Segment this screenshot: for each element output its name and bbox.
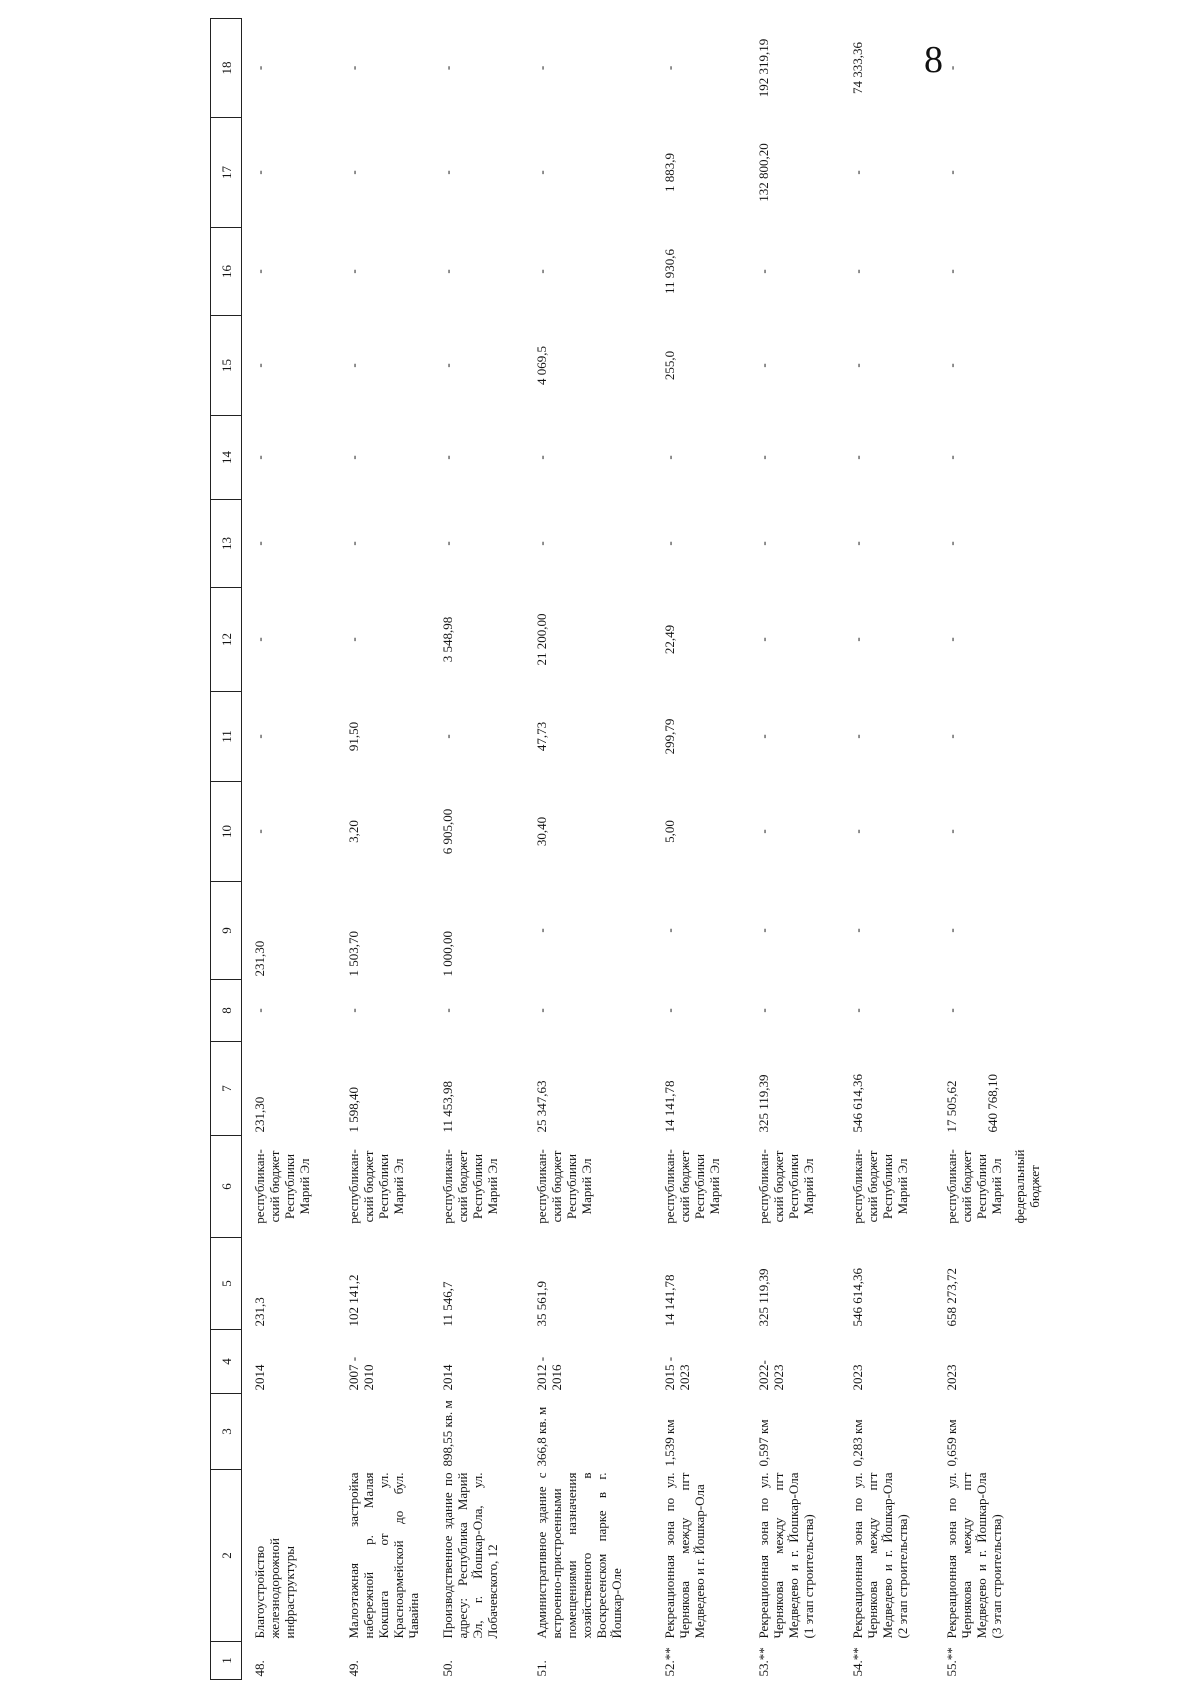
value-col-11: - bbox=[756, 734, 771, 739]
value-col-17: 132 800,20 bbox=[756, 143, 771, 202]
value-col-16: - bbox=[534, 269, 549, 274]
funding-source-text: республикан-ский бюджет Республики Марий Эл bbox=[440, 1149, 500, 1224]
table-row bbox=[336, 19, 430, 1680]
funding-source bbox=[524, 1136, 652, 1238]
col-header-18: 18 bbox=[211, 19, 242, 118]
estimated-cost: 11 546,7 bbox=[440, 1281, 455, 1327]
value-col-9: - bbox=[662, 928, 677, 933]
years: 2007 - 2010 bbox=[346, 1356, 376, 1391]
value-col-7: 231,30 bbox=[252, 1096, 267, 1133]
value-col-14: - bbox=[440, 455, 455, 460]
funding-source-text: республикан-ский бюджет Республики Марий Эл bbox=[252, 1149, 312, 1224]
value-col-14: - bbox=[944, 455, 959, 460]
row-number: 51. bbox=[534, 1660, 549, 1677]
value-col-9: - bbox=[756, 928, 771, 933]
value-col-13: - bbox=[252, 541, 267, 546]
funding-source-text: республикан-ский бюджет Республики Марий Эл bbox=[756, 1149, 816, 1224]
value-col-12: 3 548,98 bbox=[440, 616, 455, 663]
value-col-9: 1 000,00 bbox=[440, 931, 455, 977]
row-number: 49. bbox=[346, 1660, 361, 1677]
value-col-12: - bbox=[756, 637, 771, 642]
years: 2012 - 2016 bbox=[534, 1356, 564, 1391]
federal-source-text: федеральный бюджет bbox=[1012, 1149, 1042, 1224]
value-col-11: 47,73 bbox=[534, 721, 549, 752]
col-header-13: 13 bbox=[211, 500, 242, 588]
value-col-14: - bbox=[252, 455, 267, 460]
value-col-14: - bbox=[346, 455, 361, 460]
object-name: Рекреационная зона по ул. Чернякова между пгт Медведево и г. Йошкар-Ола bbox=[662, 1472, 707, 1639]
value-col-15: 255,0 bbox=[662, 350, 677, 381]
col-header-9: 9 bbox=[211, 882, 242, 980]
estimated-cost: 35 561,9 bbox=[534, 1281, 549, 1327]
estimated-cost: 231,3 bbox=[252, 1297, 267, 1327]
value-col-17: - bbox=[534, 170, 549, 175]
object-name: Административное здание с встроенно-пристроенными помещениями назначения хозяйственного в Воскресенском парке в г. Йошкар-Оле bbox=[534, 1472, 624, 1639]
value-col-15: - bbox=[944, 363, 959, 368]
value-col-17: - bbox=[252, 170, 267, 175]
table-row bbox=[242, 19, 337, 1680]
value-col-12: 21 200,00 bbox=[534, 613, 549, 666]
col-header-12: 12 bbox=[211, 588, 242, 692]
value-col-7: 1 598,40 bbox=[346, 1087, 361, 1133]
value-col-18: - bbox=[440, 65, 455, 71]
col-header-16: 16 bbox=[211, 228, 242, 316]
value-col-8: - bbox=[850, 1008, 865, 1013]
value-col-16: - bbox=[346, 269, 361, 274]
col-header-14: 14 bbox=[211, 416, 242, 500]
value-col-16: 11 930,6 bbox=[662, 248, 677, 295]
value-col-7: 546 614,36 bbox=[850, 1074, 865, 1133]
value-col-17: 1 883,9 bbox=[662, 153, 677, 192]
value-col-15: - bbox=[252, 363, 267, 368]
years: 2014 bbox=[440, 1364, 455, 1391]
funding-source bbox=[840, 1136, 934, 1238]
col-header-1: 1 bbox=[211, 1642, 242, 1680]
funding-source-text: республикан-ский бюджет Республики Марий Эл bbox=[534, 1149, 594, 1224]
value-col-18: - bbox=[662, 65, 677, 71]
value-col-13: - bbox=[346, 541, 361, 546]
value-col-15: - bbox=[850, 363, 865, 368]
funding-source-text: республикан-ский бюджет Республики Марий Эл bbox=[944, 1149, 1004, 1224]
row-number: 50. bbox=[440, 1660, 455, 1677]
object-name: Рекреационная зона по ул. Чернякова между пгт Медведево и г. Йошкар-Ола (1 этап строительства) bbox=[756, 1472, 816, 1639]
object-name: Рекреационная зона по ул. Чернякова между пгт Медведево и г. Йошкар-Ола (3 этап строительства) bbox=[944, 1472, 1004, 1639]
row-number: 54.** bbox=[850, 1647, 865, 1677]
funding-source-text: республикан-ский бюджет Республики Марий Эл bbox=[850, 1149, 910, 1224]
years: 2015 - 2023 bbox=[662, 1356, 692, 1391]
value-col-12: - bbox=[850, 637, 865, 642]
value-col-16: - bbox=[944, 269, 959, 274]
funding-source bbox=[746, 1136, 840, 1238]
value-col-12: 22,49 bbox=[662, 624, 677, 655]
table-row bbox=[934, 19, 1062, 1680]
value-col-18: - bbox=[534, 65, 549, 71]
col-header-17: 17 bbox=[211, 118, 242, 228]
value-col-12: - bbox=[944, 637, 959, 642]
value-col-15: - bbox=[756, 363, 771, 368]
value-col-10: - bbox=[252, 829, 267, 834]
years: 2023 bbox=[944, 1364, 959, 1391]
value-col-13: - bbox=[534, 541, 549, 546]
column-number-row bbox=[211, 19, 242, 1680]
value-col-10: 3,20 bbox=[346, 820, 361, 843]
value-col-13: - bbox=[850, 541, 865, 546]
page-number: 8 bbox=[924, 39, 943, 81]
value-col-11: - bbox=[252, 734, 267, 739]
capacity bbox=[242, 1394, 337, 1470]
value-col-7: 325 119,39 bbox=[756, 1074, 771, 1133]
value-col-17: - bbox=[346, 170, 361, 175]
value-col-15: 4 069,5 bbox=[534, 346, 549, 385]
years: 2023 bbox=[850, 1364, 865, 1391]
capacity: 898,55 кв. м bbox=[440, 1400, 455, 1467]
estimated-cost: 14 141,78 bbox=[662, 1274, 677, 1327]
row-number: 53.** bbox=[756, 1647, 771, 1677]
value-col-9: - bbox=[944, 928, 959, 933]
value-col-13: - bbox=[944, 541, 959, 546]
col-header-6: 6 bbox=[211, 1136, 242, 1238]
value-col-11: 91,50 bbox=[346, 721, 361, 752]
value-col-10: 6 905,00 bbox=[440, 808, 455, 855]
value-col-14: - bbox=[756, 455, 771, 460]
value-col-16: - bbox=[756, 269, 771, 274]
col-header-4: 4 bbox=[211, 1330, 242, 1394]
funding-source bbox=[934, 1136, 1062, 1238]
funding-source bbox=[652, 1136, 746, 1238]
value-col-10: - bbox=[756, 829, 771, 834]
value-col-7: 11 453,98 bbox=[440, 1080, 455, 1133]
value-col-9: - bbox=[850, 928, 865, 933]
value-col-17: - bbox=[944, 170, 959, 175]
capacity bbox=[336, 1394, 430, 1470]
capacity: 0,597 км bbox=[756, 1419, 771, 1467]
value-col-14: - bbox=[534, 455, 549, 460]
table-row bbox=[652, 19, 746, 1680]
funding-source bbox=[430, 1136, 524, 1238]
funding-source bbox=[242, 1136, 337, 1238]
object-name: Производственное здание по адресу: Республика Марий Эл, г. Йошкар-Ола, ул. Лобачевского, 12 bbox=[440, 1472, 500, 1639]
value-col-7 bbox=[934, 1042, 1062, 1136]
value-col-9: 1 503,70 bbox=[346, 931, 361, 977]
value-col-7-regional: 17 505,62 bbox=[944, 1080, 959, 1133]
object-name: Рекреационная зона по ул. Чернякова между пгт Медведево и г. Йошкар-Ола (2 этап строительства) bbox=[850, 1472, 910, 1639]
row-number: 55.** bbox=[944, 1647, 959, 1677]
col-header-10: 10 bbox=[211, 782, 242, 882]
col-header-8: 8 bbox=[211, 980, 242, 1042]
value-col-7: 25 347,63 bbox=[534, 1080, 549, 1133]
years: 2014 bbox=[252, 1364, 267, 1391]
value-col-12: - bbox=[252, 637, 267, 642]
value-col-10: 5,00 bbox=[662, 820, 677, 843]
years: 2022- 2023 bbox=[756, 1360, 786, 1391]
estimated-cost: 658 273,72 bbox=[944, 1268, 959, 1327]
value-col-7-federal: 640 768,10 bbox=[985, 1074, 1000, 1133]
estimated-cost: 102 141,2 bbox=[346, 1274, 361, 1327]
value-col-14: - bbox=[850, 455, 865, 460]
funding-source-text: республикан-ский бюджет Республики Марий Эл bbox=[662, 1149, 722, 1224]
object-name: Благоустройство железнодорожной инфраструктуры bbox=[252, 1538, 297, 1639]
value-col-18: - bbox=[346, 65, 361, 71]
capacity: 366,8 кв. м bbox=[534, 1406, 549, 1467]
value-col-17: - bbox=[850, 170, 865, 175]
value-col-13: - bbox=[440, 541, 455, 546]
value-col-8: - bbox=[346, 1008, 361, 1013]
value-col-17: - bbox=[440, 170, 455, 175]
value-col-18: 192 319,19 bbox=[756, 38, 771, 98]
table-row bbox=[430, 19, 524, 1680]
col-header-11: 11 bbox=[211, 692, 242, 782]
col-header-15: 15 bbox=[211, 316, 242, 416]
value-col-8: - bbox=[662, 1008, 677, 1013]
value-col-16: - bbox=[850, 269, 865, 274]
value-col-18: - bbox=[252, 65, 267, 71]
value-col-18: 74 333,36 bbox=[850, 42, 865, 94]
value-col-14: - bbox=[662, 455, 677, 460]
value-col-11: 299,79 bbox=[662, 718, 677, 755]
capacity: 0,659 км bbox=[944, 1419, 959, 1467]
value-col-7: 14 141,78 bbox=[662, 1080, 677, 1133]
value-col-8: - bbox=[252, 1008, 267, 1013]
row-number: 52.** bbox=[662, 1647, 677, 1677]
value-col-8: - bbox=[944, 1008, 959, 1013]
col-header-7: 7 bbox=[211, 1042, 242, 1136]
value-col-10: - bbox=[850, 829, 865, 834]
value-col-8: - bbox=[440, 1008, 455, 1013]
col-header-5: 5 bbox=[211, 1238, 242, 1330]
value-col-12: - bbox=[346, 637, 361, 642]
value-col-9: - bbox=[534, 928, 549, 933]
funding-source-text: республикан-ский бюджет Республики Марий Эл bbox=[346, 1149, 406, 1224]
value-col-11: - bbox=[440, 734, 455, 739]
table-row bbox=[840, 19, 934, 1680]
value-col-10: 30,40 bbox=[534, 816, 549, 847]
estimated-cost: 325 119,39 bbox=[756, 1268, 771, 1327]
rotated-table-sheet bbox=[210, 19, 1200, 1680]
value-col-9: 231,30 bbox=[252, 940, 267, 977]
capacity: 1,539 км bbox=[662, 1419, 677, 1467]
value-col-13: - bbox=[756, 541, 771, 546]
value-col-16: - bbox=[252, 269, 267, 274]
value-col-10: - bbox=[944, 829, 959, 834]
value-col-13: - bbox=[662, 541, 677, 546]
value-col-11: - bbox=[850, 734, 865, 739]
capacity: 0,283 км bbox=[850, 1419, 865, 1467]
value-col-11: - bbox=[944, 734, 959, 739]
table-row bbox=[746, 19, 840, 1680]
value-col-16: - bbox=[440, 269, 455, 274]
col-header-3: 3 bbox=[211, 1394, 242, 1470]
table-row bbox=[524, 19, 652, 1680]
object-name: Малоэтажная застройка набережной р. Малая Кокшага от ул. Красноармейской до бул. Чавайна bbox=[346, 1472, 421, 1639]
investment-table bbox=[210, 18, 1062, 1680]
value-col-8: - bbox=[534, 1008, 549, 1013]
estimated-cost: 546 614,36 bbox=[850, 1268, 865, 1327]
col-header-2: 2 bbox=[211, 1470, 242, 1642]
value-col-15: - bbox=[346, 363, 361, 368]
value-col-15: - bbox=[440, 363, 455, 368]
value-col-8: - bbox=[756, 1008, 771, 1013]
row-number: 48. bbox=[252, 1660, 267, 1677]
value-col-18: - bbox=[944, 65, 959, 71]
funding-source bbox=[336, 1136, 430, 1238]
